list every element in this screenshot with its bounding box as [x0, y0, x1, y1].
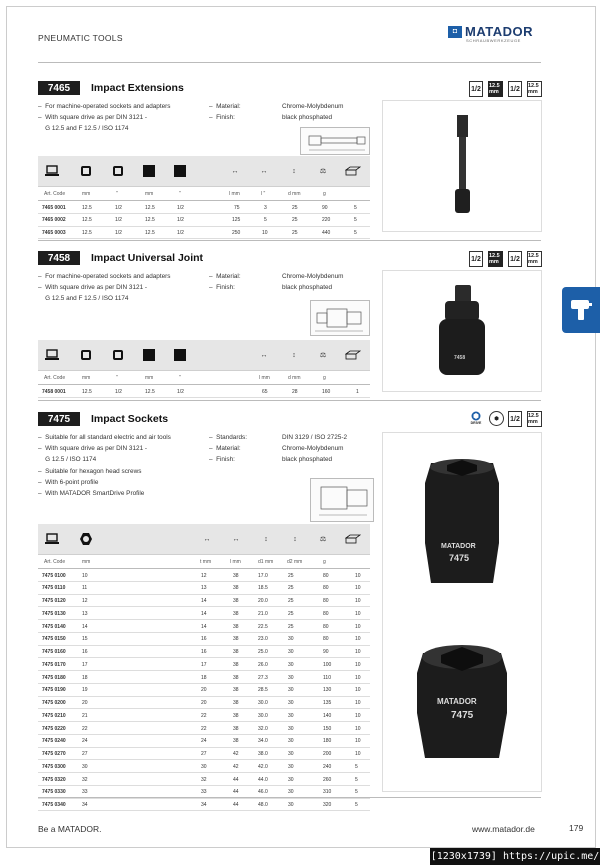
table-row: 7475 0110 11 13 38 18.5 25 80 10 [38, 582, 370, 595]
table-row: 7465 0001 12.5 1/2 12.5 1/2 75 3 25 90 5 [38, 201, 370, 214]
table-row: 7458 0001 12.5 1/2 12.5 1/2 65 28 160 1 [38, 385, 370, 398]
table-header: Art. Code mm " mm " l mm l " d mm g [38, 187, 370, 201]
technical-drawing [300, 127, 370, 155]
feature-list [38, 271, 171, 305]
drive-mm-badge: 12.5 mm [527, 411, 542, 427]
weight-icon: ⚖ [319, 168, 327, 175]
feature-item: G 12.5 / ISO 1174 [45, 456, 97, 464]
smartdrive-badge: DRIVE [468, 410, 484, 426]
table-row: 7475 0210 21 22 38 30.0 30 140 10 [38, 709, 370, 722]
feature-item: – For machine-operated sockets and adapters [38, 103, 171, 110]
table-row: 7475 0140 14 14 38 22.5 25 80 10 [38, 620, 370, 633]
weight-icon: ⚖ [319, 536, 327, 543]
table-row: 7475 0150 15 16 38 23.0 30 80 10 [38, 633, 370, 646]
drive-badge: 1/2 [508, 251, 522, 267]
table-row: 7475 0340 34 34 44 48.0 30 320 5 [38, 799, 370, 812]
table-row: 7475 0330 33 33 44 46.0 30 310 5 [38, 786, 370, 799]
section-divider [38, 240, 541, 241]
feature-item: – With square drive as per DIN 3121 - [38, 445, 148, 453]
square-drive-outline-icon [78, 347, 94, 363]
feature-item: – With MATADOR SmartDrive Profile [38, 490, 145, 498]
feature-item: G 12.5 and F 12.5 / ISO 1174 [45, 125, 129, 133]
laptop-icon [44, 531, 60, 547]
table-row: 7475 0120 12 14 38 20.0 25 80 10 [38, 595, 370, 608]
footer-slogan: Be a MATADOR. [38, 824, 102, 834]
spec-list [209, 271, 343, 293]
table-row: 7475 0200 20 20 38 30.0 30 135 10 [38, 697, 370, 710]
table-row: 7475 0270 27 27 42 38.0 30 200 10 [38, 748, 370, 761]
depth-icon: ↔ [203, 535, 211, 543]
table-row: 7465 0003 12.5 1/2 12.5 1/2 250 10 25 440 5 [38, 227, 370, 240]
drive-mm-badge: 12.5 mm [527, 81, 542, 97]
feature-item: – With square drive as per DIN 3121 - [38, 284, 148, 292]
table-row: 7475 0300 30 30 42 42.0 30 240 5 [38, 760, 370, 773]
table-icon-row [38, 156, 370, 187]
hex-socket-icon [78, 531, 94, 547]
table-icon-row [38, 524, 370, 555]
length-icon: ↔ [232, 535, 240, 543]
logo-icon: ◘ [448, 26, 462, 38]
table-row: 7475 0160 16 16 38 25.0 30 90 10 [38, 646, 370, 659]
page-number: 179 [569, 823, 584, 833]
section-divider [38, 400, 541, 401]
section-code: 7465 [38, 81, 80, 95]
length-icon: ↔ [231, 167, 239, 175]
square-drive-outline-icon [110, 347, 126, 363]
spec-row: – Material: Chrome-Molybdenum [209, 445, 344, 453]
drive-badge: 1/2 [469, 81, 483, 97]
table-row: 7475 0170 17 17 38 26.0 30 100 10 [38, 658, 370, 671]
table-icon-row [38, 340, 370, 371]
square-drive-filled-icon [141, 347, 157, 363]
feature-list [38, 101, 171, 135]
square-drive-filled-icon [141, 163, 157, 179]
section-title: Impact Sockets [91, 413, 169, 425]
drive-badge: 1/2 [508, 81, 522, 97]
table-row: 7475 0180 18 18 38 27.3 30 110 10 [38, 671, 370, 684]
article-table [38, 340, 370, 398]
technical-drawing [310, 478, 374, 522]
product-photo [382, 100, 542, 232]
square-drive-filled-icon [172, 347, 188, 363]
feature-item: – With 6-point profile [38, 478, 99, 486]
package-icon [345, 531, 361, 547]
table-row: 7475 0100 10 12 38 17.0 25 80 10 [38, 569, 370, 582]
diameter-icon: ↕ [292, 167, 296, 175]
package-icon [345, 347, 361, 363]
photo-brand: MATADOR [437, 697, 477, 706]
feature-list [38, 432, 171, 499]
header-divider [38, 62, 541, 63]
drive-mm-badge: 12.5 mm [488, 81, 503, 97]
package-icon [345, 163, 361, 179]
length-icon: ↔ [260, 167, 268, 175]
feature-item: – For machine-operated sockets and adapters [38, 273, 171, 280]
drive-mm-badge: 12.5 mm [488, 251, 503, 267]
laptop-icon [44, 347, 60, 363]
photo-label: 7458 [454, 355, 466, 361]
table-body [38, 569, 370, 811]
diameter-icon: ↕ [293, 535, 297, 543]
weight-icon: ⚖ [319, 352, 327, 359]
drive-badge: 1/2 [508, 411, 522, 427]
technical-drawing [310, 300, 370, 336]
category-title: PNEUMATIC TOOLS [38, 33, 123, 43]
table-header: Art. Code mm t mm l mm d1 mm d2 mm g [38, 555, 370, 569]
table-row: 7475 0220 22 22 38 32.0 30 150 10 [38, 722, 370, 735]
article-table [38, 524, 370, 811]
square-drive-outline-icon [78, 163, 94, 179]
table-row: 7475 0130 13 14 38 21.0 25 80 10 [38, 607, 370, 620]
product-photo [382, 270, 542, 392]
article-table [38, 156, 370, 239]
spec-row: – Finish: black phosphated [209, 284, 333, 292]
spec-row: – Material: Chrome-Molybdenum [209, 103, 344, 110]
brand-subtitle: SCHRAUBWERKZEUGE [466, 38, 521, 43]
spec-row: – Finish: black phosphated [209, 456, 333, 464]
length-icon: ↔ [260, 351, 268, 359]
spec-list [209, 101, 343, 123]
feature-item: – Suitable for all standard electric and air tools [38, 434, 171, 441]
photo-label: 7475 [451, 710, 474, 721]
pneumatic-tool-tab-icon[interactable] [562, 287, 600, 333]
section-divider [38, 797, 541, 798]
photo-label: 7475 [449, 553, 470, 563]
table-row: 7465 0002 12.5 1/2 12.5 1/2 125 5 25 220 5 [38, 214, 370, 227]
photo-brand: MATADOR [441, 543, 476, 550]
section-title: Impact Extensions [91, 82, 184, 94]
diameter-icon: ↕ [264, 535, 268, 543]
table-row: 7475 0190 19 20 38 28.5 30 130 10 [38, 684, 370, 697]
drive-badge: 1/2 [469, 251, 483, 267]
feature-item: G 12.5 and F 12.5 / ISO 1174 [45, 295, 129, 303]
brand-name: MATADOR [465, 24, 534, 39]
square-drive-filled-icon [172, 163, 188, 179]
drive-mm-badge: 12.5 mm [527, 251, 542, 267]
feature-item: – Suitable for hexagon head screws [38, 467, 142, 475]
footer-url[interactable]: www.matador.de [472, 824, 535, 834]
section-code: 7458 [38, 251, 80, 265]
brand-logo [448, 24, 533, 39]
table-row: 7475 0240 24 24 38 34.0 30 180 10 [38, 735, 370, 748]
diameter-icon: ↕ [292, 351, 296, 359]
spec-row: – Standards: DIN 3129 / ISO 2725-2 [209, 434, 348, 441]
table-header: Art. Code mm " mm " l mm d mm g [38, 371, 370, 385]
section-title: Impact Universal Joint [91, 252, 204, 264]
laptop-icon [44, 163, 60, 179]
square-drive-outline-icon [110, 163, 126, 179]
profile-icon: ⬢ [489, 411, 504, 426]
table-row: 7475 0320 32 32 44 44.0 30 260 5 [38, 773, 370, 786]
feature-item: – With square drive as per DIN 3121 - [38, 114, 148, 122]
section-code: 7475 [38, 412, 80, 426]
spec-row: – Finish: black phosphated [209, 114, 333, 122]
product-photo [382, 432, 542, 792]
spec-list [209, 432, 347, 466]
watermark: [1230x1739] https://upic.me/ [430, 848, 600, 865]
spec-row: – Material: Chrome-Molybdenum [209, 273, 344, 280]
